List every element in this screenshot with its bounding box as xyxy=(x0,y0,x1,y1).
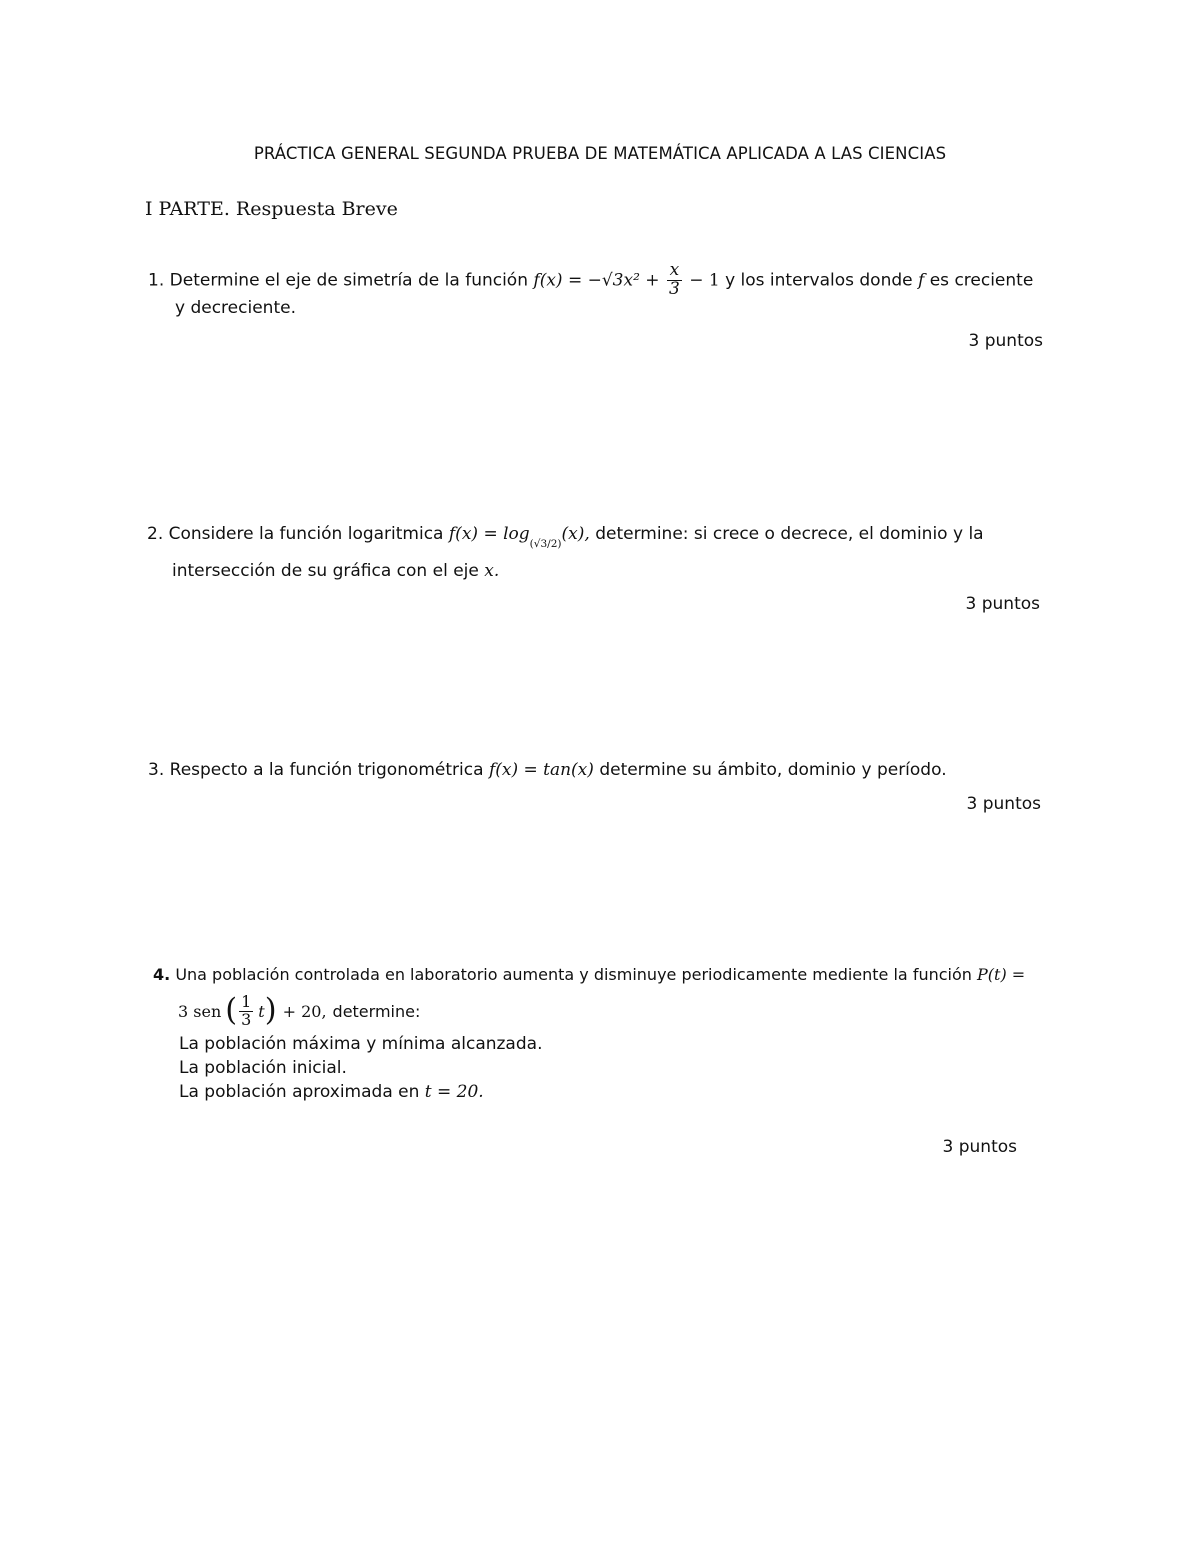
question-3-number: 3. xyxy=(148,760,165,780)
question-4-fraction-num: 1 xyxy=(241,991,252,1011)
question-2-text-line2: intersección de su gráfica con el eje xyxy=(172,561,479,581)
question-2-number: 2. xyxy=(147,524,164,544)
question-2-text-a: Considere la función logaritmica xyxy=(168,524,444,544)
question-3-text-a: Respecto a la función trigonométrica xyxy=(169,760,484,780)
question-1-line-2: y decreciente. xyxy=(175,298,296,318)
question-4-line-1 xyxy=(153,965,1025,984)
question-1-text-b: y los intervalos donde xyxy=(725,270,913,291)
document-title: PRÁCTICA GENERAL SEGUNDA PRUEBA DE MATEMÁTICA APLICADA A LAS CIENCIAS xyxy=(253,144,947,163)
question-4-number: 4. xyxy=(153,965,171,984)
question-4-text-b: determine: xyxy=(332,1001,421,1021)
question-2-math-rhs: (x), xyxy=(561,524,590,544)
question-3-math: f(x) = tan(x) xyxy=(488,760,594,780)
question-4-text-a: Una población controlada en laboratorio aumenta y disminuye periodicamente mediente la función xyxy=(175,965,972,984)
question-2-line-1 xyxy=(147,524,984,550)
question-1-math-lhs: f(x) = −√3x² + xyxy=(533,270,660,291)
question-4-math-lhs: P(t) = xyxy=(977,965,1026,984)
question-4-math-rhs: + 20, xyxy=(282,1001,327,1021)
question-1-number: 1. xyxy=(148,270,165,291)
question-1-fraction-num: x xyxy=(667,262,682,281)
question-4-item-3-text: La población aproximada en xyxy=(179,1082,420,1102)
question-4-item-1: La población máxima y mínima alcanzada. xyxy=(179,1034,543,1054)
question-1-points: 3 puntos xyxy=(968,331,1043,351)
question-1-text-c: es creciente xyxy=(929,270,1034,291)
question-4-fraction-den: 3 xyxy=(241,1009,252,1029)
question-1-fraction xyxy=(667,262,682,299)
right-paren: ) xyxy=(264,992,277,1028)
question-3-line-1 xyxy=(148,760,947,780)
question-1-math-rhs: − 1 xyxy=(689,270,720,291)
question-4-item-3-math: t = 20. xyxy=(424,1082,484,1102)
question-4-points: 3 puntos xyxy=(942,1137,1017,1157)
question-4-math-t: t xyxy=(258,1001,265,1021)
question-4-fraction xyxy=(239,991,253,1029)
question-1-line-1 xyxy=(148,262,1033,299)
question-2-line-2 xyxy=(172,561,499,581)
question-2-points: 3 puntos xyxy=(965,594,1040,614)
question-1-text-a: Determine el eje de simetría de la función xyxy=(169,270,528,291)
left-paren: ( xyxy=(225,992,238,1028)
question-2-text-b: determine: si crece o decrece, el dominio y la xyxy=(595,524,984,544)
question-2-math-lhs: f(x) = log xyxy=(448,524,530,544)
question-1-math-f: f xyxy=(918,270,925,291)
question-3-points: 3 puntos xyxy=(966,794,1041,814)
question-4-item-3 xyxy=(179,1082,484,1102)
question-2-math-x: x. xyxy=(484,561,500,581)
question-4-math-coef: 3 sen xyxy=(178,1001,222,1021)
part-heading: I PARTE. Respuesta Breve xyxy=(145,198,398,220)
question-3-text-b: determine su ámbito, dominio y período. xyxy=(599,760,947,780)
question-2-log-base: (√3/2) xyxy=(529,538,562,550)
question-4-line-2 xyxy=(178,988,420,1034)
question-4-item-2: La población inicial. xyxy=(179,1058,347,1078)
question-1-fraction-den: 3 xyxy=(668,278,680,299)
